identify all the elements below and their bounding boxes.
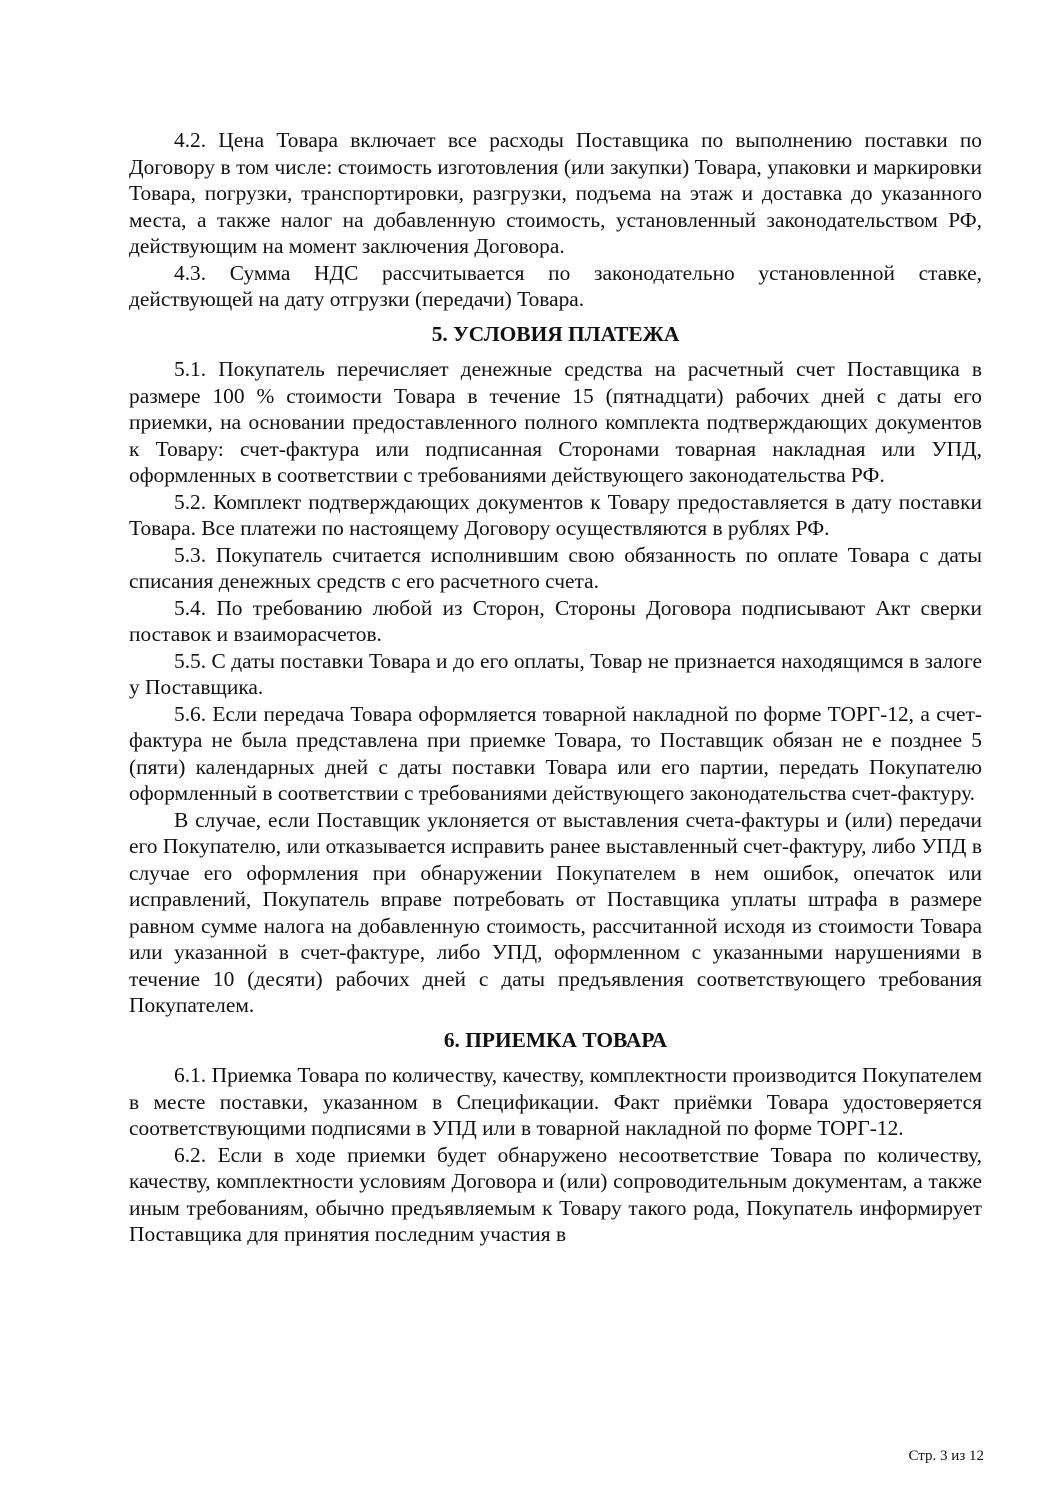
paragraph-5-1: 5.1. Покупатель перечисляет денежные средства на расчетный счет Поставщика в размере 100 % стоимости Товара в течение 15 (пятнадцати) рабочих дней с даты его приемки, на основании предоставленного полного комплекта подтверждающих документов к Товару: счет-фактура или подписанная Сторонами товарная накладная или УПД, оформленных в соответствии с требованиями действующего законодательства РФ. — [129, 357, 982, 487]
paragraph-6-2: 6.2. Если в ходе приемки будет обнаружено несоответствие Товара по количеству, качеству, комплектности условиям Договора и (или) сопроводительным документам, а также иным требованиям, обычно предъявляемым к Товару такого рода, Покупатель информирует Поставщика для принятия последним участия в — [129, 1142, 982, 1246]
page-number: Стр. 3 из 12 — [908, 1448, 984, 1464]
paragraph-5-4: 5.4. По требованию любой из Сторон, Стороны Договора подписывают Акт сверки поставок и взаиморасчетов. — [129, 595, 982, 646]
paragraph-5-6: 5.6. Если передача Товара оформляется товарной накладной по форме ТОРГ-12, а счет-фактура не была представлена при приемке Товара, то Поставщик обязан не е позднее 5 (пяти) календарных дней с даты поставки Товара или его партии, передать Покупателю оформленный в соответствии с требованиями действующего законодательства счет-фактуру. — [129, 701, 982, 805]
paragraph-5-2: 5.2. Комплект подтверждающих документов к Товару предоставляется в дату поставки Товара. Все платежи по настоящему Договору осуществляются в рублях РФ. — [129, 489, 982, 540]
paragraph-4-2: 4.2. Цена Товара включает все расходы Поставщика по выполнению поставки по Договору в том числе: стоимость изготовления (или закупки) Товара, упаковки и маркировки Товара, погрузки, транспортировки, разгрузки, подъема на этаж и доставка до указанного места, а также налог на добавленную стоимость, установленный законодательством РФ, действующим на момент заключения Договора. — [129, 128, 982, 258]
paragraph-4-3: 4.3. Сумма НДС рассчитывается по законодательно установленной ставке, действующей на дату отгрузки (передачи) Товара. — [129, 260, 982, 311]
section-5-heading: 5. УСЛОВИЯ ПЛАТЕЖА — [431, 321, 680, 346]
paragraph-6-1: 6.1. Приемка Товара по количеству, качеству, комплектности производится Покупателем в месте поставки, указанном в Спецификации. Факт приёмки Товара удостоверяется соответствующими подписями в УПД или в товарной накладной по форме ТОРГ-12. — [129, 1063, 982, 1140]
paragraph-5-6-continued: В случае, если Поставщик уклоняется от выставления счета-фактуры и (или) передачи его Покупателю, или отказывается исправить ранее выставленный счет-фактуру, либо УПД в случае его оформления при обнаружении Покупателем в нем ошибок, опечаток или исправлений, Покупатель вправе потребовать от Поставщика уплаты штрафа в размере равном сумме налога на добавленную стоимость, рассчитанной исходя из стоимости Товара или указанной в счет-фактуре, либо УПД, оформленном с указанными нарушениями в течение 10 (десяти) рабочих дней с даты предъявления соответствующего требования Покупателем. — [129, 807, 982, 1017]
paragraph-5-3: 5.3. Покупатель считается исполнившим свою обязанность по оплате Товара с даты списания денежных средств с его расчетного счета. — [129, 542, 982, 593]
paragraph-5-5: 5.5. С даты поставки Товара и до его оплаты, Товар не признается находящимся в залоге у Поставщика. — [129, 648, 982, 699]
section-6-heading: 6. ПРИЕМКА ТОВАРА — [443, 1027, 668, 1052]
document-body — [129, 127, 982, 1248]
